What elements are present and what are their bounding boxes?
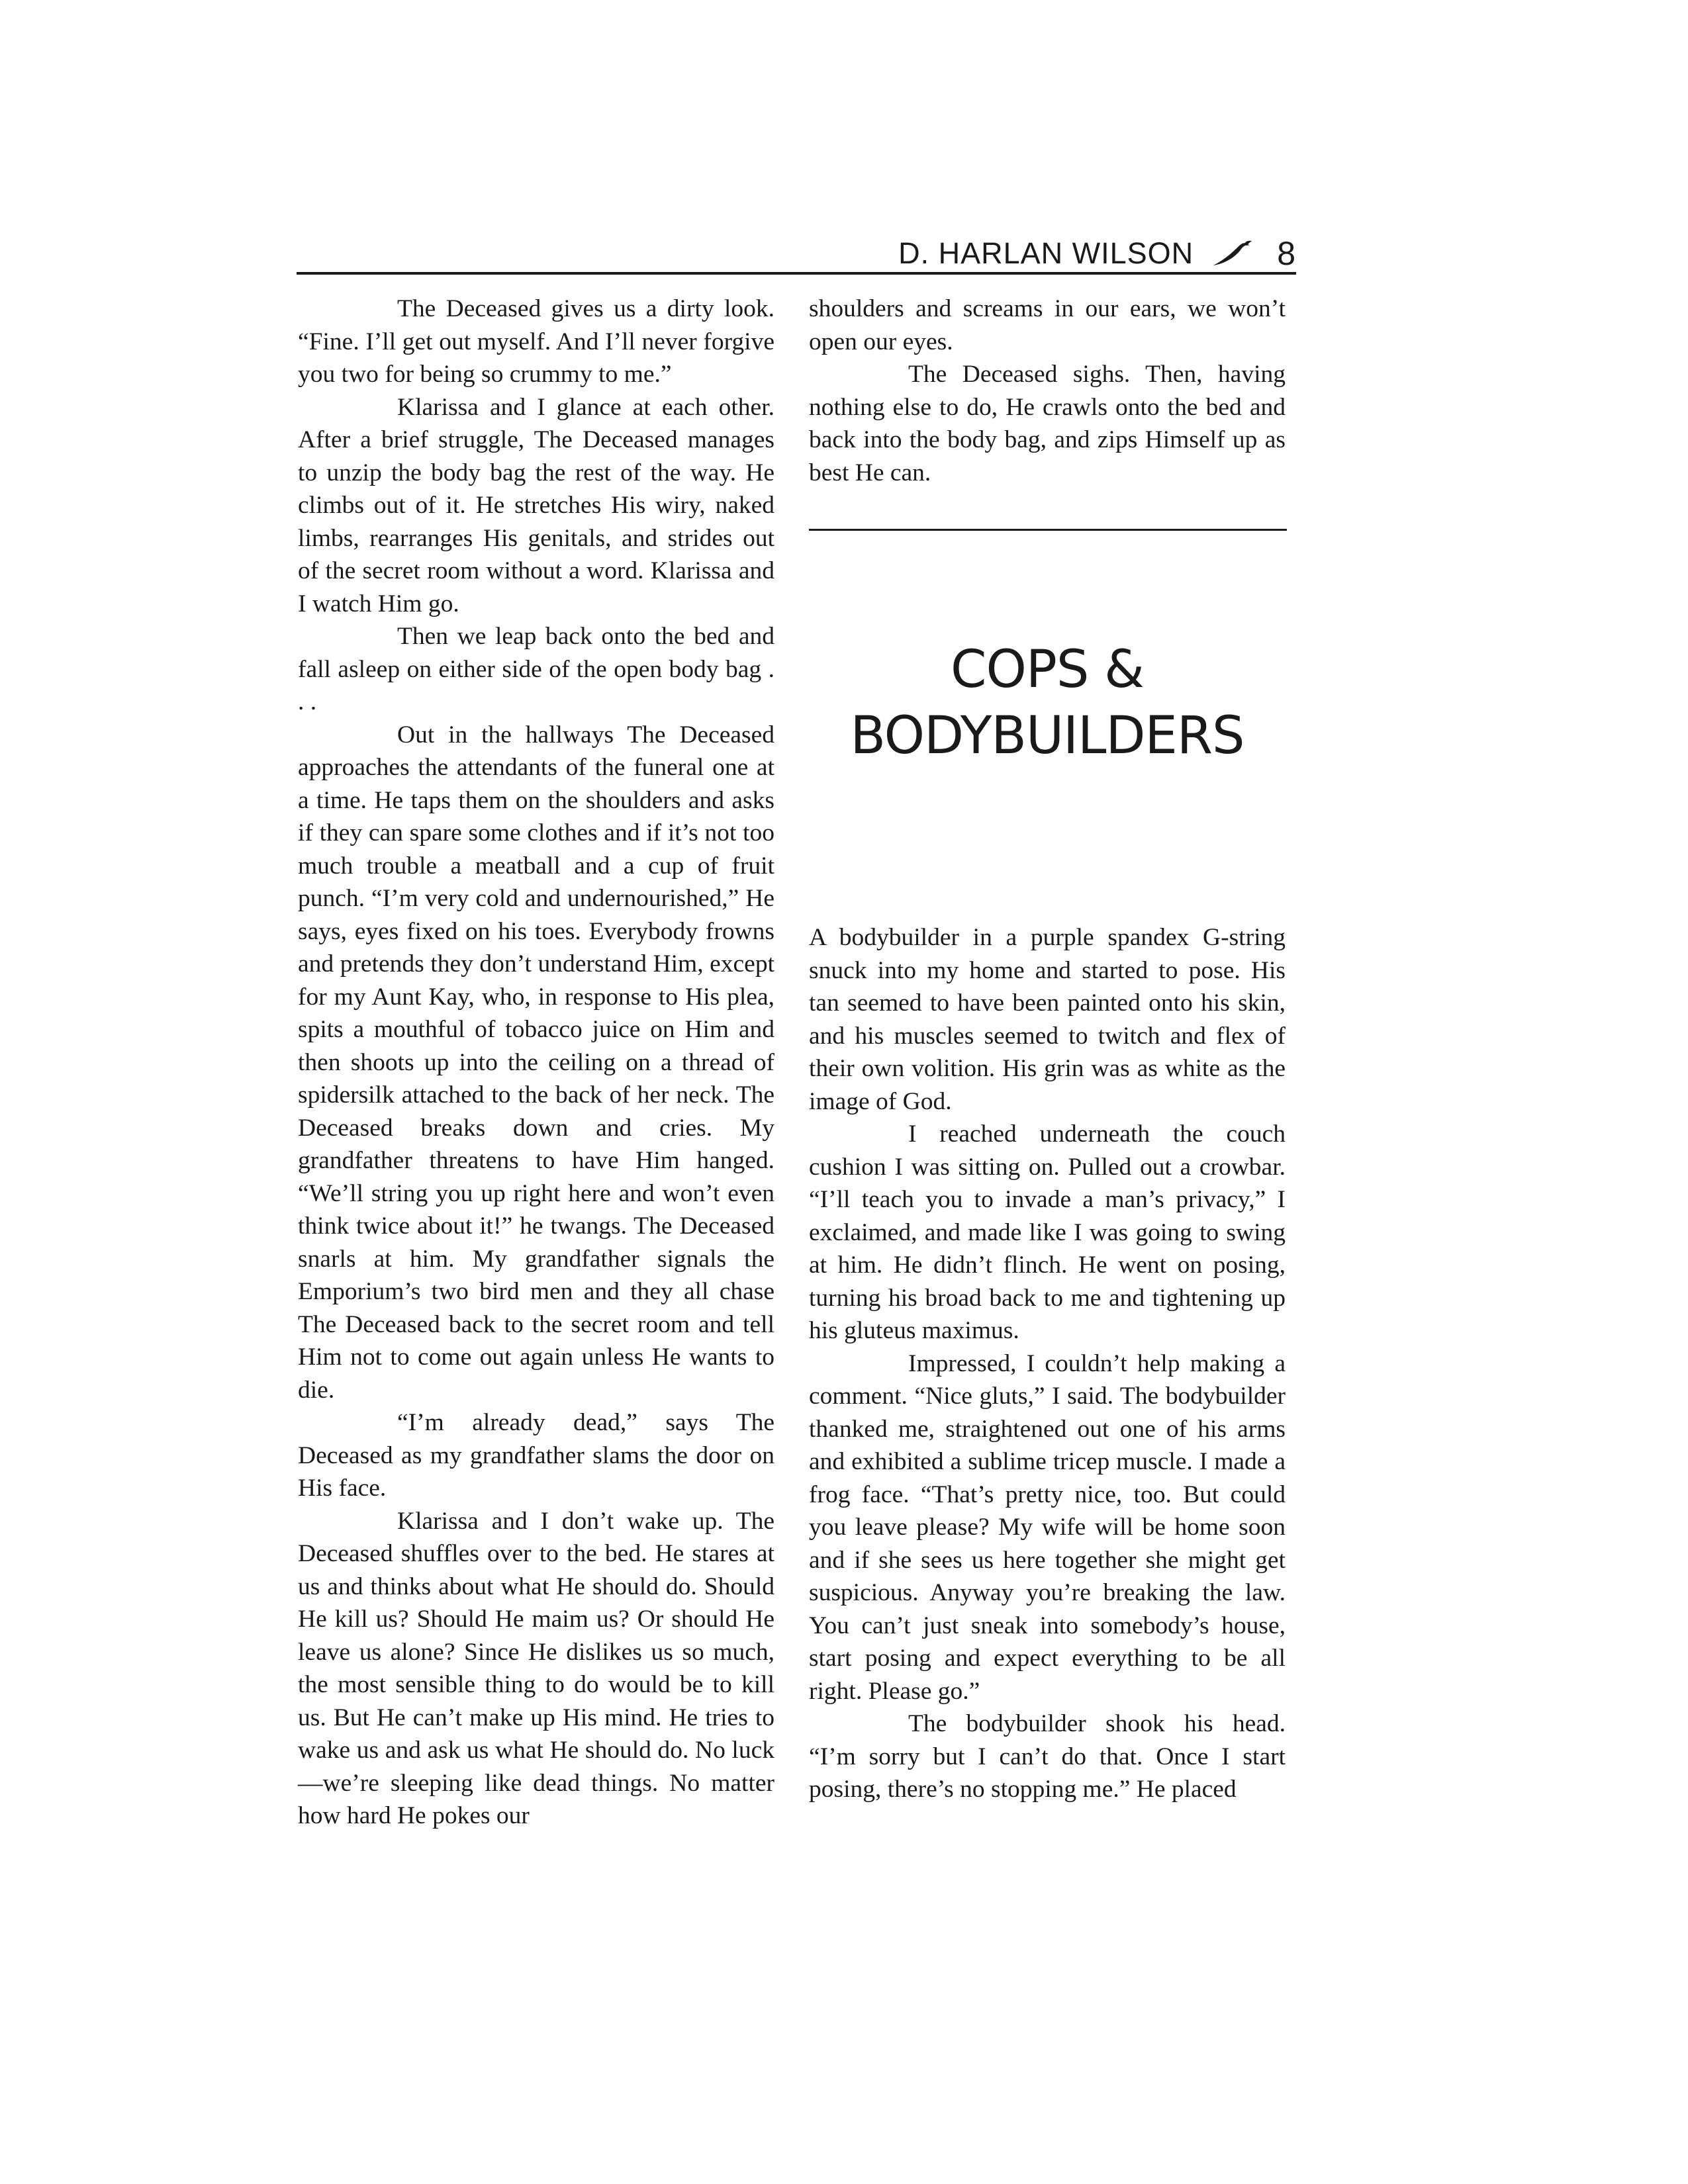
- paragraph: Then we leap back onto the bed and fall asleep on either side of the open body bag . . .: [298, 623, 774, 715]
- chapter-body: [809, 921, 1286, 1806]
- header-text: [898, 235, 1296, 272]
- chapter-title-line: COPS &: [950, 640, 1145, 700]
- paragraph: Out in the hallways The Deceased approaches the attendants of the funeral one at a time. He taps them on the shoulders and asks if they can spare some clothes and if it’s not too much trouble a meatball and a cup of fruit punch. “I’m very cold and undernourished,” He says, eyes fixed on his toes. Everybody frowns and pretends they don’t understand Him, except for my Aunt Kay, who, in response to His plea, spits a mouthful of tobacco juice on Him and then shoots up into the ceiling on a thread of spidersilk attached to the back of her neck. The Deceased breaks down and cries. My grandfather threatens to have Him hanged. “We’ll string you up right here and won’t even think twice about it!” he twangs. The Deceased snarls at him. My grandfather signals the Emporium’s two bird men and they all chase The Deceased back to the secret room and tell Him not to come out again unless He wants to die.: [298, 721, 774, 1404]
- page-number: 8: [1277, 235, 1296, 272]
- running-header: [297, 235, 1296, 275]
- paragraph: The Deceased sighs. Then, having nothing else to do, He crawls onto the bed and back into the body bag, and zips Himself up as best He can.: [809, 361, 1286, 486]
- paragraph: Klarissa and I glance at each other. After a brief struggle, The Deceased manages to unzip the body bag the rest of the way. He climbs out of it. He stretches His wiry, naked limbs, rearranges His genitals, and strides out of the secret room without a word. Klarissa and I watch Him go.: [298, 393, 774, 617]
- paragraph: Klarissa and I don’t wake up. The Deceased shuffles over to the bed. He stares at us and thinks about what He should do. Should He kill us? Should He maim us? Or should He leave us alone? Since He dislikes us so much, the most sensible thing to do would be to kill us. But He can’t make up His mind. He tries to wake us and ask us what He should do. No luck—we’re sleeping like dead things. No matter how hard He pokes our: [298, 1507, 774, 1829]
- header-rule: [297, 272, 1296, 275]
- paragraph: The Deceased gives us a dirty look. “Fine. I’ll get out myself. And I’ll never forgive you two for being so crummy to me.”: [298, 295, 774, 388]
- section-divider: [809, 529, 1287, 531]
- chapter-title: [809, 637, 1286, 769]
- right-column: [809, 293, 1286, 1806]
- paragraph: A bodybuilder in a purple spandex G-string snuck into my home and started to pose. His tan seemed to have been painted onto his skin, and his muscles seemed to twitch and flex of their own volition. His grin was as white as the image of God.: [809, 924, 1286, 1115]
- paragraph: The bodybuilder shook his head. “I’m sorry but I can’t do that. Once I start posing, there’s no stopping me.” He placed: [809, 1710, 1286, 1803]
- chili-pepper-icon: [1211, 239, 1254, 268]
- paragraph: “I’m already dead,” says The Deceased as my grandfather slams the door on His face.: [298, 1409, 774, 1502]
- left-column: [298, 293, 774, 1833]
- chapter-title-line: BODYBUILDERS: [850, 706, 1244, 766]
- paragraph: shoulders and screams in our ears, we won’t open our eyes.: [809, 295, 1286, 355]
- header-author: D. HARLAN WILSON: [898, 236, 1194, 270]
- paragraph: I reached underneath the couch cushion I was sitting on. Pulled out a crowbar. “I’ll teach you to invade a man’s privacy,” I exclaimed, and made like I was going to swing at him. He didn’t flinch. He went on posing, turning his broad back to me and tightening up his gluteus maximus.: [809, 1120, 1286, 1344]
- paragraph: Impressed, I couldn’t help making a comment. “Nice gluts,” I said. The bodybuilder thanked me, straightened out one of his arms and exhibited a sublime tricep muscle. I made a frog face. “That’s pretty nice, too. But could you leave please? My wife will be home soon and if she sees us here together she might get suspicious. Anyway you’re breaking the law. You can’t just sneak into somebody’s house, start posing and expect everything to be all right. Please go.”: [809, 1349, 1286, 1705]
